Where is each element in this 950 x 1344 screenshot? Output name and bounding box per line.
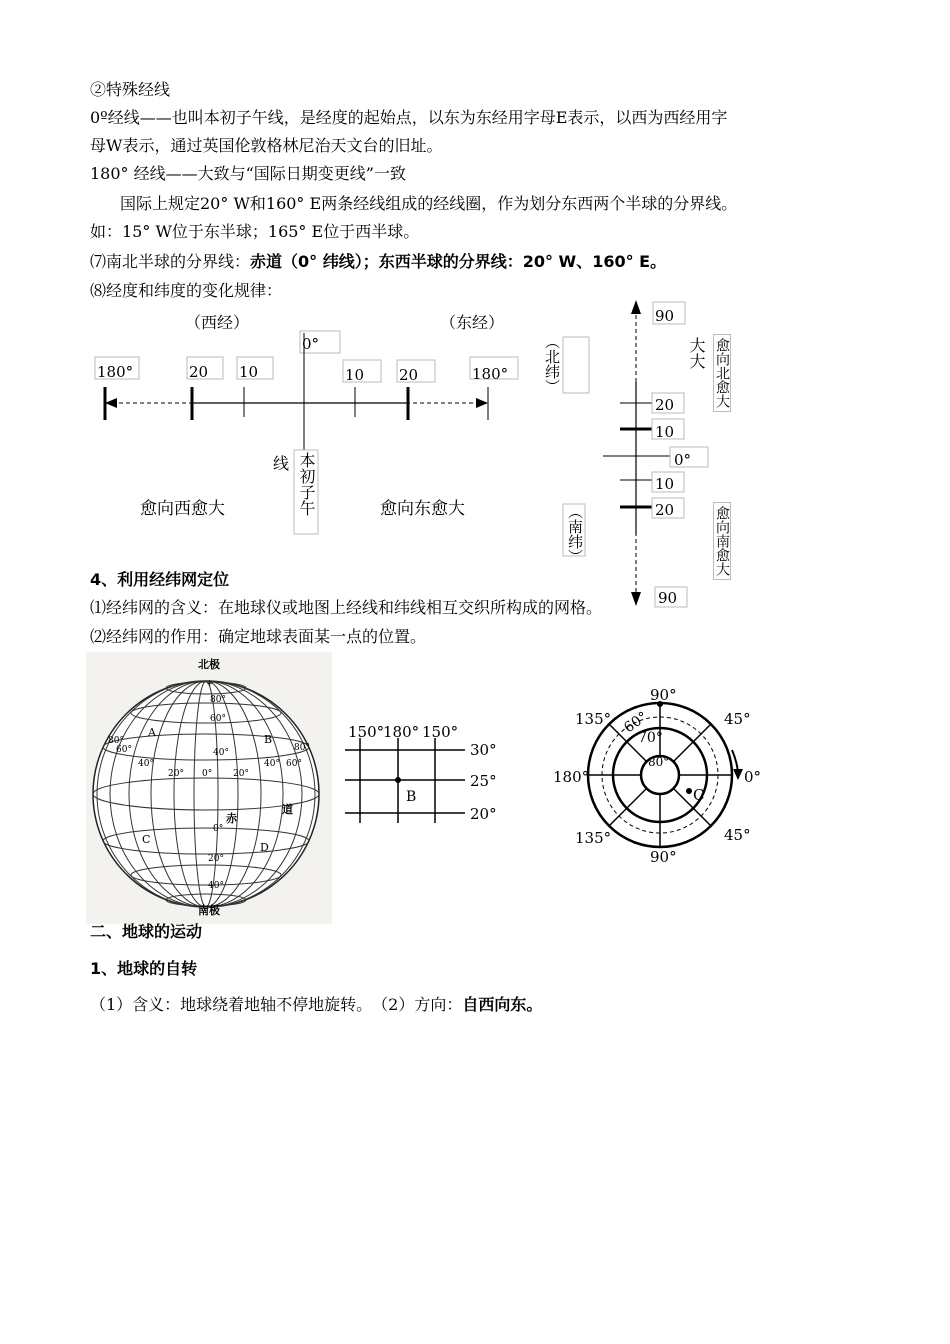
rotation-meaning: （1）含义：地球绕着地轴不停地旋转。 （2）方向：	[90, 995, 463, 1014]
grid-function-text: ⑵经纬网的作用：确定地球表面某一点的位置。	[90, 627, 427, 646]
polar-label-60: 60°	[621, 708, 651, 737]
lon-label-20e: 20°	[233, 769, 249, 779]
lat-label-40s: 40°	[208, 881, 224, 891]
west-rule-label: 愈向西愈大	[140, 499, 225, 519]
south-rule-label: 愈向南愈大	[713, 502, 731, 580]
lon-label-20w: 20°	[168, 769, 184, 779]
lon-label-20e: 20	[399, 366, 419, 384]
earth-motion-heading: 二、地球的运动	[90, 922, 203, 941]
east-label: （东经）	[440, 313, 505, 332]
lat-label-40: 40°	[213, 748, 229, 758]
polar-label-90-bottom: 90°	[650, 848, 677, 866]
north-pole-plus: +	[206, 679, 214, 689]
lon-label-60w: 60°	[116, 745, 132, 755]
lat-label-0: 0°	[213, 824, 224, 834]
polar-label-180: 180°	[553, 768, 590, 786]
rotation-heading: 1、地球的自转	[90, 959, 198, 978]
hemisphere-example-text: 如：15° W位于东半球；165° E位于西半球。	[90, 222, 420, 241]
polar-label-80: 80°	[648, 755, 670, 769]
grid-figure	[340, 710, 510, 830]
meridian-180-text: 180° 经线——大致与“国际日期变更线”一致	[90, 164, 406, 183]
grid-lat-label-20: 20°	[470, 805, 497, 823]
lon-label-40w: 40°	[138, 759, 154, 769]
point-b: B	[264, 733, 273, 746]
equator-label-dao: 道	[282, 803, 293, 816]
globe-outline	[93, 681, 319, 907]
north-box	[563, 337, 589, 393]
polar-label-135-bottom: 135°	[575, 829, 612, 847]
up-arrow-icon	[631, 300, 641, 314]
lon-label-60e: 60°	[286, 759, 302, 769]
north-pole-label: 北极	[198, 658, 220, 671]
point-a: A	[148, 726, 156, 739]
lon-label-80w: 80°	[108, 736, 124, 746]
polar-label-135-top: 135°	[575, 710, 612, 728]
lon-label-40e: 40°	[264, 759, 280, 769]
west-label: （西经）	[185, 313, 250, 332]
globe-figure	[86, 652, 332, 924]
lat-label-60: 60°	[210, 714, 226, 724]
grid-lat-label-30: 30°	[470, 741, 497, 759]
lat-label-90s: 90	[658, 589, 678, 607]
lon-label-80e: 80°	[294, 743, 310, 753]
hemisphere-boundary-text: 国际上规定20° W和160° E两条经线组成的经线圈，作为划分东西两个半球的分界线。	[120, 194, 738, 213]
polar-label-70: 70°	[638, 730, 663, 746]
grid-lat-label-25: 25°	[470, 772, 497, 790]
polar-point-c: C	[693, 786, 705, 804]
heading-special-meridians: ②特殊经线	[90, 80, 171, 99]
lat-label-20s: 20°	[208, 854, 224, 864]
polar-radial-line	[673, 788, 711, 826]
prime-vertical-text: 本初子午	[297, 452, 316, 516]
prime-meridian-text-cont: 母W表示，通过英国伦敦格林尼治天文台的旧址。	[90, 136, 443, 155]
change-rule-heading: ⑻经度和纬度的变化规律：	[90, 281, 283, 300]
lat-label-20n: 20	[655, 396, 675, 414]
boundary-line	[90, 250, 666, 274]
rotation-line	[90, 993, 542, 1017]
polar-label-0: 0°	[744, 768, 762, 786]
lon-label-10w: 10	[239, 363, 259, 381]
rotation-arrow-icon	[733, 769, 743, 780]
down-arrow-icon	[631, 592, 641, 606]
polar-label-90-top: 90°	[650, 686, 677, 704]
lon-label-180e: 180°	[472, 365, 509, 383]
equator-label-chi: 赤	[226, 812, 237, 825]
xian-label: 线	[273, 454, 290, 473]
grid-point-label: B	[406, 789, 417, 805]
grid-point-b	[395, 777, 401, 783]
boundary-answer: 赤道（0° 纬线）；东西半球的分界线：20° W、160° E。	[250, 252, 667, 271]
lat-label-10n: 10	[655, 423, 675, 441]
lon-label-0: 0°	[202, 769, 213, 779]
grid-lon-label-w: 150°	[348, 723, 385, 741]
grid-lon-label-180: 180°	[383, 723, 420, 741]
dada-label: 大大	[687, 337, 706, 369]
lon-label-10e: 10	[345, 366, 365, 384]
east-rule-label: 愈向东愈大	[380, 499, 465, 519]
rotation-direction: 自西向东。	[462, 995, 543, 1014]
prime-meridian-text: 0º经线——也叫本初子午线，是经度的起始点，以东为东经用字母E表示，以西为西经用字	[90, 108, 728, 127]
polar-point-c-dot	[686, 788, 692, 794]
lat-label-20s: 20	[655, 501, 675, 519]
lat-label-80: 80°	[210, 695, 226, 705]
polar-figure	[550, 680, 780, 870]
polar-label-45-top: 45°	[724, 710, 751, 728]
grid-lon-label-e: 150°	[422, 723, 459, 741]
polar-radial-line	[609, 788, 647, 826]
polar-radial-line	[673, 724, 711, 762]
north-rule-label: 愈向北愈大	[713, 334, 731, 412]
lat-label-90n: 90	[655, 307, 675, 325]
lat-label-10s: 10	[655, 475, 675, 493]
point-d: D	[260, 841, 269, 854]
lon-label-180w: 180°	[97, 363, 134, 381]
polar-label-45-bottom: 45°	[724, 826, 751, 844]
south-pole-label: 南极	[198, 904, 220, 917]
zero-label: 0°	[302, 335, 320, 353]
grid-meaning-text: ⑴经纬网的含义：在地球仪或地图上经线和纬线相互交织所构成的网格。	[90, 598, 603, 617]
boundary-label: ⑺南北半球的分界线：	[90, 252, 251, 271]
point-c: C	[142, 833, 151, 846]
north-lat-label: （北纬）	[543, 334, 561, 394]
lon-label-20w: 20	[189, 363, 209, 381]
section-4-heading: 4、利用经纬网定位	[90, 570, 230, 589]
lat-label-0: 0°	[674, 451, 692, 469]
south-lat-label: （南纬）	[566, 504, 584, 564]
